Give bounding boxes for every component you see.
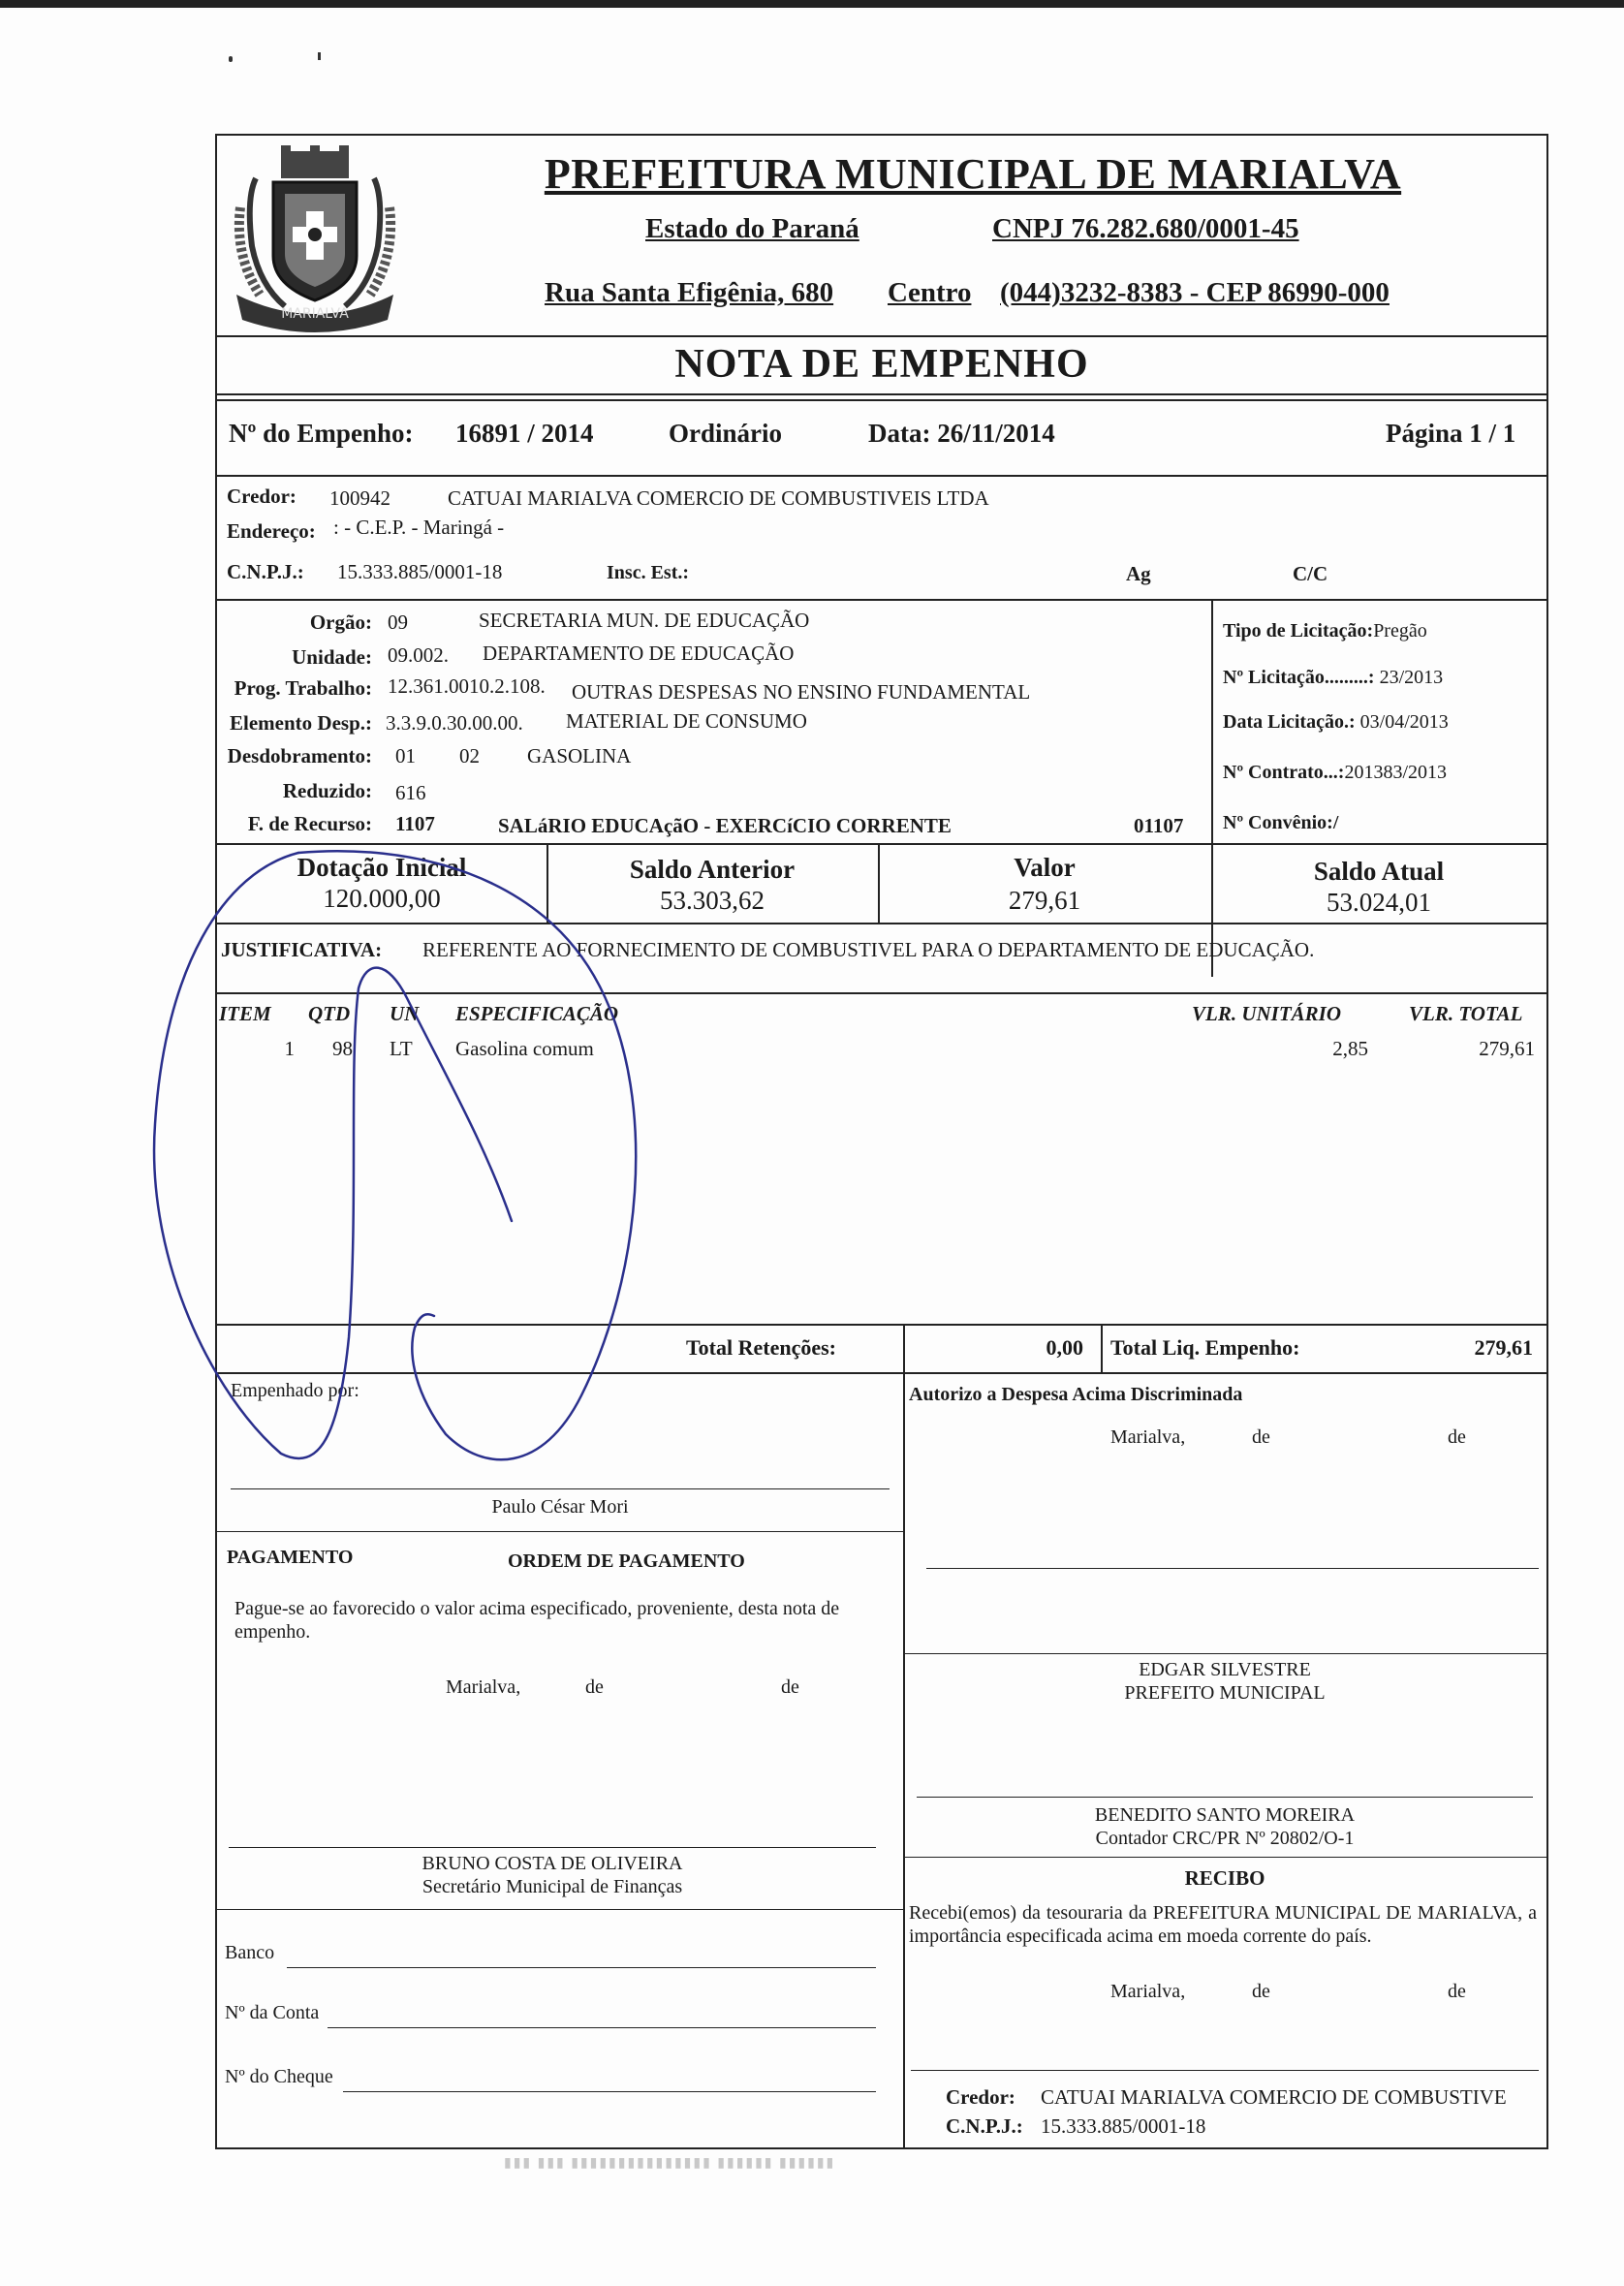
recibo-text: Recebi(emos) da tesouraria da PREFEITURA MUNICIPAL DE MARIALVA, a importância especificada acima em moeda corrente do país. (909, 1902, 1537, 1947)
data-licitacao: Data Licitação.: 03/04/2013 (1223, 711, 1449, 733)
elemento-name: MATERIAL DE CONSUMO (566, 709, 807, 733)
unidade-code: 09.002. (388, 643, 449, 667)
programa-name: OUTRAS DESPESAS NO ENSINO FUNDAMENTAL (572, 680, 1031, 704)
fonte-recurso-name: SALáRIO EDUCAçãO - EXERCíCIO CORRENTE (498, 814, 952, 837)
programa-label: Prog. Trabalho: (234, 676, 372, 700)
contador-title: Contador CRC/PR Nº 20802/O-1 (1095, 1828, 1355, 1849)
valor-unitario-cell: 2,85 (1332, 1037, 1368, 1060)
reduzido-label: Reduzido: (282, 779, 372, 802)
secretario-title: Secretário Municipal de Finanças (422, 1876, 683, 1897)
pagamento-de-2: de (781, 1676, 799, 1698)
empenho-number: 16891 / 2014 (455, 419, 594, 448)
scan-watermark: ▮▮▮ ▮▮▮ ▮▮▮▮▮▮▮▮▮▮▮▮▮▮▮ ▮▮▮▮▮▮ ▮▮▮▮▮▮ (504, 2156, 836, 2171)
desdobramento-code-1: 01 (395, 744, 416, 767)
tipo-licitacao: Tipo de Licitação:Pregão (1223, 620, 1427, 642)
agencia-label: Ag (1126, 562, 1151, 585)
dotacao-inicial-value: 120.000,00 (323, 884, 441, 913)
programa-code: 12.361.0010.2.108. (388, 674, 546, 698)
total-liquido-value: 279,61 (1474, 1335, 1533, 1360)
justificativa-text: REFERENTE AO FORNECIMENTO DE COMBUSTIVEL PARA O DEPARTAMENTO DE EDUCAÇÃO. (422, 938, 1315, 961)
cnpj-label: CNPJ 76.282.680/0001-45 (992, 213, 1299, 244)
contador-name: BENEDITO SANTO MOREIRA (1094, 1804, 1356, 1826)
empenhado-por-name: Paulo César Mori (491, 1496, 629, 1518)
recibo-credor-name: CATUAI MARIALVA COMERCIO DE COMBUSTIVE (1041, 2085, 1507, 2109)
district-label: Centro (888, 277, 972, 308)
un-cell: LT (390, 1037, 413, 1060)
recibo-cnpj-label: C.N.P.J.: (946, 2114, 1023, 2138)
total-retencoes-value: 0,00 (1046, 1335, 1083, 1360)
banco-label: Banco (225, 1942, 275, 1963)
orgao-label: Orgão: (309, 611, 372, 634)
reduzido-value: 616 (395, 781, 426, 804)
unidade-label: Unidade: (292, 645, 372, 669)
autorizo-de-1: de (1252, 1426, 1270, 1448)
insc-est-label: Insc. Est.: (607, 562, 690, 583)
recibo-title: RECIBO (1184, 1866, 1265, 1890)
pagamento-label: PAGAMENTO (227, 1547, 354, 1568)
document-title: NOTA DE EMPENHO (674, 342, 1089, 387)
valor-label: Valor (1014, 853, 1076, 882)
state-label: Estado do Paraná (645, 213, 859, 244)
numero-convenio: Nº Convênio:/ (1223, 812, 1339, 833)
phone-cep-label: (044)3232-8383 - CEP 86990-000 (1000, 277, 1390, 308)
svg-text:MARIALVA: MARIALVA (281, 306, 349, 322)
pagamento-text: Pague-se ao favorecido o valor acima especificado, proveniente, desta nota de empenho. (234, 1598, 840, 1643)
autorizo-label: Autorizo a Despesa Acima Discriminada (909, 1384, 1243, 1405)
desdobramento-label: Desdobramento: (227, 744, 372, 767)
saldo-anterior-label: Saldo Anterior (629, 855, 796, 884)
col-item-header: ITEM (219, 1002, 271, 1025)
unidade-name: DEPARTAMENTO DE EDUCAÇÃO (483, 642, 795, 665)
pagamento-city: Marialva, (446, 1676, 521, 1698)
desdobramento-code-2: 02 (459, 744, 480, 767)
orgao-name: SECRETARIA MUN. DE EDUCAÇÃO (479, 609, 810, 632)
col-especificacao-header: ESPECIFICAÇÃO (455, 1002, 619, 1025)
dotacao-inicial-label: Dotação Inicial (297, 853, 467, 882)
ordem-pagamento-label: ORDEM DE PAGAMENTO (508, 1550, 745, 1572)
address-label: Rua Santa Efigênia, 680 (545, 277, 834, 308)
empenho-date: Data: 26/11/2014 (868, 419, 1055, 448)
col-valor-unitario-header: VLR. UNITÁRIO (1192, 1002, 1342, 1025)
valor-value: 279,61 (1008, 886, 1081, 915)
secretario-name: BRUNO COSTA DE OLIVEIRA (422, 1853, 683, 1874)
especificacao-cell: Gasolina comum (455, 1037, 594, 1060)
credor-name: CATUAI MARIALVA COMERCIO DE COMBUSTIVEIS LTDA (448, 486, 989, 510)
col-valor-total-header: VLR. TOTAL (1409, 1002, 1523, 1025)
qtd-cell: 98 (332, 1037, 353, 1060)
fonte-recurso-number: 01107 (1134, 814, 1184, 837)
credor-cnpj-label: C.N.P.J.: (227, 560, 304, 583)
fonte-recurso-code: 1107 (395, 812, 435, 835)
empenho-label: Nº do Empenho: (229, 419, 414, 448)
item-cell: 1 (284, 1037, 295, 1060)
autorizo-city: Marialva, (1110, 1426, 1186, 1448)
pagamento-de-1: de (585, 1676, 604, 1698)
empenho-type: Ordinário (669, 419, 783, 448)
credor-code: 100942 (329, 486, 390, 510)
elemento-code: 3.3.9.0.30.00.00. (386, 711, 523, 735)
endereco-label: Endereço: (227, 519, 316, 543)
justificativa-label: JUSTIFICATIVA: (221, 938, 383, 961)
recibo-cnpj-value: 15.333.885/0001-18 (1041, 2114, 1206, 2138)
valor-total-cell: 279,61 (1479, 1037, 1535, 1060)
numero-contrato: Nº Contrato...:201383/2013 (1223, 762, 1448, 783)
orgao-code: 09 (388, 611, 408, 634)
total-liquido-label: Total Liq. Empenho: (1110, 1335, 1300, 1360)
numero-licitacao: Nº Licitação.........: 23/2013 (1223, 667, 1444, 688)
credor-cnpj: 15.333.885/0001-18 (337, 560, 503, 583)
elemento-label: Elemento Desp.: (230, 711, 372, 735)
fonte-recurso-label: F. de Recurso: (247, 812, 372, 835)
saldo-atual-value: 53.024,01 (1327, 888, 1431, 917)
saldo-atual-label: Saldo Atual (1313, 857, 1445, 886)
empenhado-por-label: Empenhado por: (231, 1380, 359, 1401)
saldo-anterior-value: 53.303,62 (660, 886, 765, 915)
prefeito-name: EDGAR SILVESTRE (1139, 1659, 1311, 1680)
desdobramento-name: GASOLINA (527, 744, 632, 767)
autorizo-de-2: de (1448, 1426, 1466, 1448)
conta-label: Nº da Conta (225, 2002, 320, 2023)
prefeitura-title: PREFEITURA MUNICIPAL DE MARIALVA (544, 150, 1402, 198)
col-un-header: UN (390, 1002, 420, 1025)
col-qtd-header: QTD (308, 1002, 351, 1025)
cheque-label: Nº do Cheque (225, 2066, 333, 2087)
endereco-value: : - C.E.P. - Maringá - (333, 516, 505, 539)
prefeito-title: PREFEITO MUNICIPAL (1124, 1682, 1326, 1704)
total-retencoes-label: Total Retenções: (686, 1335, 836, 1360)
page-indicator: Página 1 / 1 (1386, 419, 1516, 448)
credor-label: Credor: (227, 485, 297, 508)
recibo-credor-label: Credor: (946, 2085, 1015, 2109)
recibo-de-1: de (1252, 1981, 1270, 2002)
recibo-city: Marialva, (1110, 1981, 1186, 2002)
conta-corrente-label: C/C (1293, 562, 1328, 585)
recibo-de-2: de (1448, 1981, 1466, 2002)
